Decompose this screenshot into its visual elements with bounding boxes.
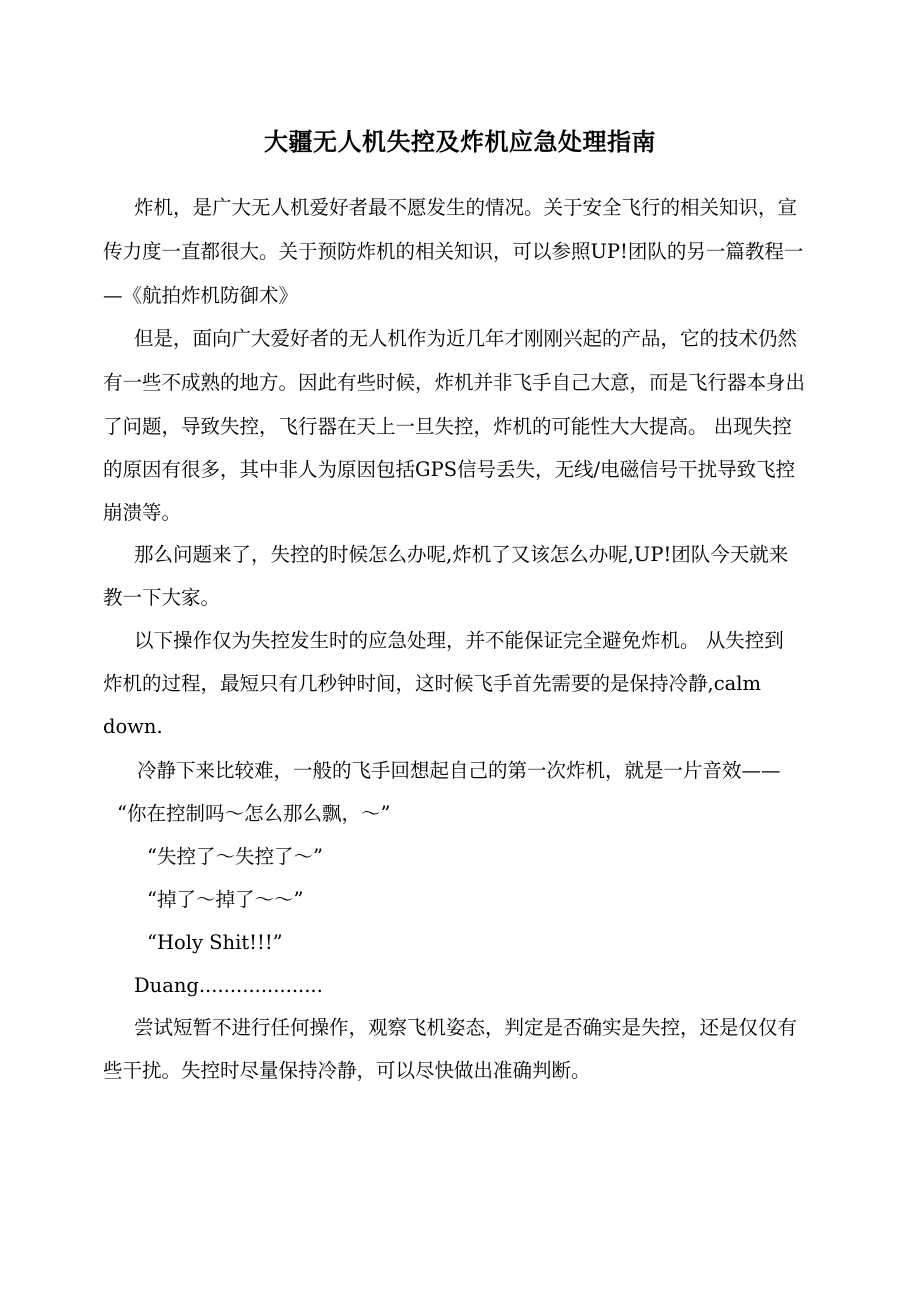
paragraph-line: 那么问题来了，失控的时候怎么办呢,炸机了又该怎么办呢,UP!团队今天就来 [134,543,789,566]
paragraph-line: 有一些不成熟的地方。因此有些时候，炸机并非飞手自己大意，而是飞行器本身出 [103,371,806,394]
paragraph-line: 的原因有很多，其中非人为原因包括GPS信号丢失，无线/电磁信号干扰导致飞控 [103,458,796,481]
paragraph-line: 崩溃等。 [103,501,182,524]
paragraph-line: 冷静下来比较难，一般的飞手回想起自己的第一次炸机，就是一片音效—— [137,759,781,782]
paragraph-line: 尝试短暂不进行任何操作，观察飞机姿态，判定是否确实是失控，还是仅仅有 [134,1016,798,1039]
quote-line: “你在控制吗～怎么那么飘，～” [117,802,391,825]
document-title: 大疆无人机失控及炸机应急处理指南 [264,128,656,156]
paragraph-line: 了问题，导致失控，飞行器在天上一旦失控，炸机的可能性大大提高。 出现失控 [103,415,792,438]
paragraph-line: 以下操作仅为失控发生时的应急处理，并不能保证完全避免炸机。 从失控到 [134,629,784,652]
quote-line: “Holy Shit!!!” [147,931,283,954]
paragraph-line: 传力度一直都很大。关于预防炸机的相关知识，可以参照UP!团队的另一篇教程一 [103,240,804,263]
paragraph-line: down. [103,715,163,738]
paragraph-line: 但是，面向广大爱好者的无人机作为近几年才刚刚兴起的产品，它的技术仍然 [134,327,798,350]
paragraph-line: 些干扰。失控时尽量保持冷静，可以尽快做出准确判断。 [103,1059,591,1082]
paragraph-line: —《航拍炸机防御术》 [103,284,299,307]
paragraph-line: 教一下大家。 [103,586,221,609]
quote-line: “失控了～失控了～” [147,845,323,868]
sound-effect-line: Duang.................... [134,974,323,997]
quote-line: “掉了～掉了～～” [147,888,304,911]
paragraph-line: 炸机，是广大无人机爱好者最不愿发生的情况。关于安全飞行的相关知识，宣 [134,196,798,219]
paragraph-line: 炸机的过程，最短只有几秒钟时间，这时候飞手首先需要的是保持冷静,calm [103,672,761,695]
